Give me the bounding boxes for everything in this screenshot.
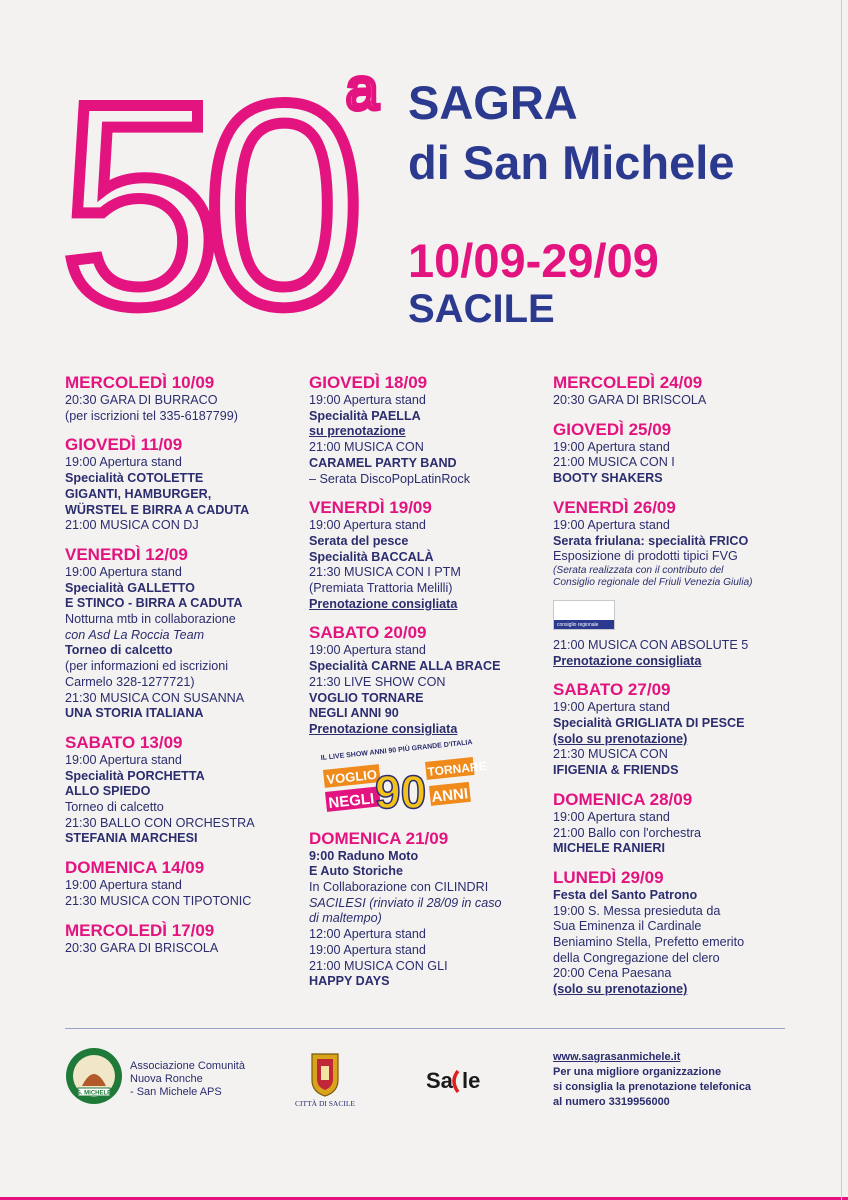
- day-block: [553, 497, 803, 590]
- event-line: 21:00 MUSICA CON GLI: [309, 958, 448, 973]
- day-heading: SABATO 13/09: [65, 732, 183, 752]
- event-line: Carmelo 328-1277721): [65, 674, 195, 689]
- logo90-tornare: TORNARE: [426, 758, 488, 779]
- day-block: [65, 434, 305, 534]
- event-line: 12:00 Apertura stand: [309, 927, 426, 942]
- event-line: In Collaborazione con CILINDRI: [309, 880, 489, 895]
- footer-divider: [65, 1028, 785, 1029]
- day-heading: MERCOLEDÌ 10/09: [65, 373, 215, 392]
- event-line: 21:30 MUSICA CON TIPOTONIC: [65, 893, 252, 908]
- event-line: Specialità CARNE ALLA BRACE: [309, 659, 501, 674]
- event-line: 19:00 Apertura stand: [309, 393, 426, 407]
- event-line: 19:00 S. Messa presieduta da: [553, 903, 721, 918]
- event-line: 20:30 GARA DI BRISCOLA: [65, 940, 219, 955]
- day-block: [65, 372, 305, 424]
- day-block: [553, 638, 803, 669]
- event-line: 21:00 MUSICA CON DJ: [65, 518, 199, 533]
- event-line: GIGANTI, HAMBURGER,: [65, 486, 212, 501]
- event-line: (per iscrizioni tel 335-6187799): [65, 408, 238, 423]
- anni-90-show-logo: [317, 738, 488, 818]
- day-heading: LUNEDÌ 29/09: [553, 867, 664, 887]
- event-line: Notturna mtb in collaborazione: [65, 612, 236, 627]
- event-line: ALLO SPIEDO: [65, 784, 151, 799]
- logo90-top: IL LIVE SHOW ANNI 90 PIÙ GRANDE D'ITALIA: [320, 738, 473, 762]
- regional-council-text: consiglio regionale: [557, 621, 599, 628]
- day-block: [65, 857, 305, 909]
- event-line: MICHELE RANIERI: [553, 841, 665, 856]
- event-line: Torneo di calcetto: [65, 643, 173, 658]
- event-line: BOOTY SHAKERS: [553, 471, 663, 486]
- day-block: [553, 419, 803, 487]
- logo90-anni: ANNI: [430, 784, 469, 806]
- event-line: WÜRSTEL E BIRRA A CADUTA: [65, 502, 250, 517]
- event-line: 9:00 Raduno Moto: [309, 848, 419, 863]
- event-line: su prenotazione: [309, 424, 406, 439]
- day-heading: GIOVEDÌ 11/09: [65, 435, 183, 455]
- event-line: UNA STORIA ITALIANA: [65, 706, 204, 721]
- association-seal-logo: [64, 1046, 124, 1111]
- anniversary-number: 50: [60, 43, 347, 367]
- day-heading: VENERDÌ 19/09: [309, 498, 432, 518]
- day-block: [65, 920, 305, 957]
- day-heading: DOMENICA 14/09: [65, 858, 205, 878]
- day-heading: GIOVEDÌ 25/09: [553, 419, 672, 439]
- day-block: [309, 372, 549, 487]
- event-line: VOGLIO TORNARE: [309, 690, 424, 705]
- website-link[interactable]: www.sagrasanmichele.it: [553, 1051, 681, 1063]
- event-line: 21:30 BALLO CON ORCHESTRA: [65, 815, 255, 830]
- event-line: Torneo di calcetto: [65, 800, 164, 815]
- event-line: Specialità GRIGLIATA DI PESCE: [553, 716, 745, 731]
- day-heading: DOMENICA 21/09: [309, 828, 449, 848]
- day-heading: SABATO 27/09: [553, 680, 671, 700]
- event-line: 19:00 Apertura stand: [65, 878, 182, 893]
- day-heading: VENERDÌ 12/09: [65, 544, 188, 564]
- event-line: Prenotazione consigliata: [309, 721, 458, 736]
- event-line: (Serata realizzata con il contributo del: [553, 564, 724, 576]
- event-line: 19:00 Apertura stand: [65, 455, 182, 470]
- event-line: E Auto Storiche: [309, 864, 403, 879]
- event-line: della Congregazione del clero: [553, 950, 720, 965]
- event-line: Esposizione di prodotti tipici FVG: [553, 549, 738, 564]
- event-line: 19:00 Apertura stand: [309, 942, 426, 957]
- title-san-michele: di San Michele: [408, 136, 735, 189]
- day-block: [309, 497, 549, 612]
- city-crest-text: CITTÀ DI SACILE: [295, 1099, 355, 1108]
- event-line: Festa del Santo Patrono: [553, 887, 698, 902]
- assoc-line-1: Associazione Comunità: [130, 1060, 245, 1072]
- day-heading: MERCOLEDÌ 17/09: [65, 920, 215, 940]
- event-line: Prenotazione consigliata: [553, 653, 702, 668]
- day-block: [65, 544, 305, 722]
- city-crest-logo: [294, 1050, 356, 1113]
- anniversary-ordinal: a: [346, 57, 379, 122]
- event-line: 21:30 MUSICA CON: [553, 747, 668, 762]
- event-line: E STINCO - BIRRA A CADUTA: [65, 596, 243, 611]
- regional-council-logo: [553, 600, 615, 630]
- event-line: 19:00 Apertura stand: [553, 439, 670, 454]
- event-line: 21:30 LIVE SHOW CON: [309, 674, 446, 689]
- title-sagra: SAGRA: [408, 76, 578, 129]
- event-line: di maltempo): [309, 911, 382, 926]
- info-line-3: si consiglia la prenotazione telefonica: [553, 1081, 752, 1093]
- event-line: 21:00 MUSICA CON I: [553, 455, 675, 470]
- seal-text: S. MICHELE: [76, 1090, 112, 1097]
- program-column-2: [309, 372, 549, 1000]
- event-line: Specialità BACCALÀ: [309, 549, 434, 564]
- event-line: Specialità PAELLA: [309, 408, 421, 423]
- info-line-2: Per una migliore organizzazione: [553, 1066, 722, 1078]
- edge-line: [841, 0, 842, 1200]
- event-line: (solo su prenotazione): [553, 982, 688, 997]
- event-line: Sua Eminenza il Cardinale: [553, 919, 702, 934]
- event-line: 19:00 Apertura stand: [309, 643, 426, 658]
- event-line: 21:30 MUSICA CON I PTM: [309, 565, 461, 580]
- day-block: [65, 732, 305, 847]
- program-column-3: [553, 372, 803, 1008]
- event-line: STEFANIA MARCHESI: [65, 831, 198, 846]
- assoc-line-3: - San Michele APS: [130, 1086, 222, 1098]
- event-line: con Asd La Roccia Team: [65, 627, 205, 642]
- event-line: Serata del pesce: [309, 533, 409, 548]
- sacile-logo: [426, 1066, 526, 1101]
- event-line: 20:30 GARA DI BRISCOLA: [553, 393, 707, 407]
- event-line: HAPPY DAYS: [309, 974, 390, 989]
- event-line: Prenotazione consigliata: [309, 596, 458, 611]
- logo90-negli: NEGLI: [327, 789, 376, 812]
- event-line: Specialità GALLETTO: [65, 580, 195, 595]
- event-line: IFIGENIA & FRIENDS: [553, 763, 679, 778]
- svg-text:Sa: Sa: [426, 1068, 453, 1093]
- event-line: 20:00 Cena Paesana: [553, 966, 672, 981]
- day-heading: VENERDÌ 26/09: [553, 497, 676, 517]
- svg-text:le: le: [462, 1068, 481, 1093]
- event-line: 21:00 MUSICA CON: [309, 440, 424, 455]
- day-block: [553, 867, 803, 998]
- day-block: [553, 679, 803, 779]
- event-line: Beniamino Stella, Prefetto emerito: [553, 935, 745, 950]
- event-line: 21:00 MUSICA CON ABSOLUTE 5: [553, 637, 749, 652]
- booking-info: [553, 1050, 751, 1110]
- event-line: (Premiata Trattoria Melilli): [309, 581, 453, 596]
- assoc-line-2: Nuova Ronche: [130, 1073, 203, 1085]
- association-name: [130, 1060, 245, 1099]
- day-block: [553, 789, 803, 857]
- event-line: – Serata DiscoPopLatinRock: [309, 471, 471, 486]
- event-dates: 10/09-29/09: [408, 234, 659, 287]
- info-phone: al numero 3319956000: [553, 1096, 670, 1108]
- event-line: 19:00 Apertura stand: [65, 752, 182, 767]
- event-line: 19:00 Apertura stand: [553, 809, 670, 824]
- day-block: [553, 372, 803, 409]
- event-line: 20:30 GARA DI BURRACO: [65, 393, 218, 407]
- day-heading: DOMENICA 28/09: [553, 789, 693, 809]
- event-line: (per informazioni ed iscrizioni: [65, 659, 229, 674]
- day-heading: MERCOLEDÌ 24/09: [553, 373, 703, 392]
- logo90-num: 90: [375, 765, 427, 818]
- event-line: 21:00 Ballo con l'orchestra: [553, 825, 702, 840]
- event-line: NEGLI ANNI 90: [309, 706, 399, 721]
- event-line: SACILESI (rinviato il 28/09 in caso: [309, 895, 502, 910]
- event-line: Specialità COTOLETTE: [65, 471, 204, 486]
- event-line: 19:00 Apertura stand: [309, 518, 426, 533]
- event-line: 21:30 MUSICA CON SUSANNA: [65, 690, 245, 705]
- event-line: 19:00 Apertura stand: [553, 517, 670, 532]
- event-line: 19:00 Apertura stand: [553, 700, 670, 715]
- event-line: CARAMEL PARTY BAND: [309, 455, 457, 470]
- day-block: [309, 622, 549, 737]
- day-heading: GIOVEDÌ 18/09: [309, 373, 428, 392]
- program-column-1: [65, 372, 305, 966]
- event-city: SACILE: [408, 287, 555, 331]
- day-heading: SABATO 20/09: [309, 623, 427, 643]
- logo90-voglio: VOGLIO: [325, 766, 378, 787]
- event-line: Specialità PORCHETTA: [65, 768, 205, 783]
- day-block: [309, 828, 549, 990]
- event-line: 19:00 Apertura stand: [65, 564, 182, 579]
- event-line: Serata friulana: specialità FRICO: [553, 533, 749, 548]
- event-line: (solo su prenotazione): [553, 731, 688, 746]
- event-line: Consiglio regionale del Friuli Venezia Giulia): [553, 577, 753, 589]
